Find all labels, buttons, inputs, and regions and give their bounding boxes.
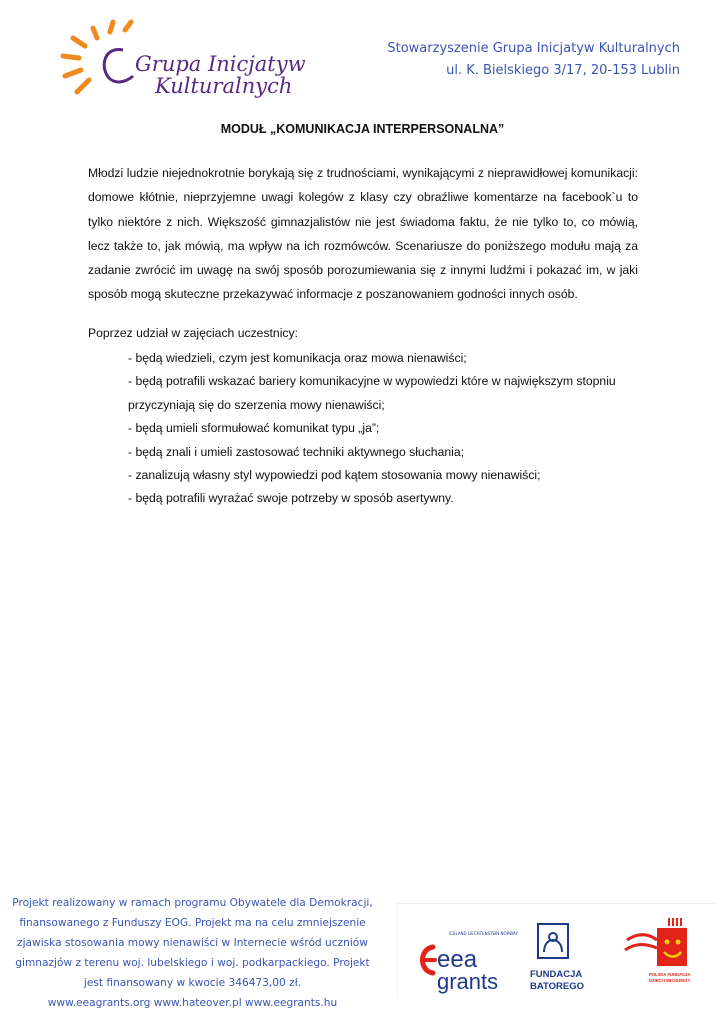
org-address: ul. K. Bielskiego 3/17, 20-153 Lublin — [446, 63, 680, 78]
gik-logo — [55, 20, 315, 100]
eea-grants-logo — [413, 919, 518, 994]
pfdm-logo — [623, 916, 693, 991]
list-intro: Poprzez udział w zajęciach uczestnicy: — [88, 326, 298, 340]
batory-icon — [530, 922, 592, 997]
list-item: - będą umieli sformułować komunikat typu „ja”; — [128, 421, 380, 436]
footer-links: www.eeagrants.org www.hateover.pl www.eegrants.hu — [47, 997, 338, 1009]
footer-line: zjawiska stosowania mowy nienawiści w Internecie wśród uczniów — [17, 937, 368, 949]
logo-line-1: Grupa Inicjatyw — [135, 52, 306, 76]
footer-line: finansowanego z Funduszy EOG. Projekt ma na celu zmniejszenie — [19, 917, 366, 929]
sponsor-logos — [397, 903, 716, 999]
list-item: - będą wiedzieli, czym jest komunikacja oraz mowa nienawiści; — [128, 351, 467, 365]
objectives-list — [128, 347, 638, 511]
pfdm-line-1: POLSKA FUNDACJA — [649, 972, 691, 977]
sun-rays-icon — [55, 20, 145, 100]
footer-line: jest finansowany w kwocie 346473,00 zł. — [83, 977, 302, 989]
logo-line-2: Kulturalnych — [155, 74, 293, 98]
batory-foundation-logo — [530, 922, 592, 997]
eea-grants-icon — [413, 919, 518, 994]
pfdm-icon — [623, 916, 693, 991]
org-info — [387, 38, 680, 82]
eea-text: eea — [437, 946, 478, 973]
footer-text — [10, 893, 375, 1013]
batory-line-2: BATOREGO — [530, 981, 585, 992]
list-item: - będą znali i umieli zastosować techniki aktywnego słuchania; — [128, 444, 465, 459]
pfdm-line-2: DZIECI I MŁODZIEŻY — [649, 978, 691, 983]
list-item: - będą potrafili wskazać bariery komunikacyjne w wypowiedzi które w największym stopniu przyczyniają się do szerzenia mowy nienawiści; — [128, 374, 616, 412]
grants-text: grants — [437, 969, 499, 994]
footer-line: gimnazjów z terenu woj. lubelskiego i woj. podkarpackiego. Projekt — [15, 957, 370, 969]
list-item: - zanalizują własny styl wypowiedzi pod kątem stosowania mowy nienawiści; — [128, 468, 541, 483]
intro-paragraph: Młodzi ludzie niejednokrotnie borykają się z trudnościami, wynikającymi z nieprawidłowej komunikacji: domowe kłótnie, nieprzyjemne uwagi kolegów z klasy czy obraźliwe komentarze na facebook`u to tylko niektóre z nich. Większość gimnazjalistów nie jest świadoma faktu, że nie tylko to, co mówią, lecz także to, jak mówią, ma wpływ na ich rozmówców. Scenariusze do poniższego modułu mają za zadanie zwrócić im uwagę na swój sposób porozumiewania się z innymi ludźmi i pokazać im, w jaki sposób mogą skuteczne przekazywać informacje z poszanowaniem godności innych osób. — [88, 166, 638, 302]
footer-line: Projekt realizowany w ramach programu Obywatele dla Demokracji, — [12, 897, 373, 909]
list-item: - będą potrafili wyrażać swoje potrzeby w sposób asertywny. — [128, 491, 454, 506]
document-title: MODUŁ „KOMUNIKACJA INTERPERSONALNA” — [220, 122, 505, 136]
org-name: Stowarzyszenie Grupa Inicjatyw Kulturalnych — [387, 41, 680, 56]
batory-line-1: FUNDACJA — [530, 969, 583, 980]
eea-countries-text: ICELAND LIECHTENSTEIN NORWAY — [449, 931, 518, 936]
